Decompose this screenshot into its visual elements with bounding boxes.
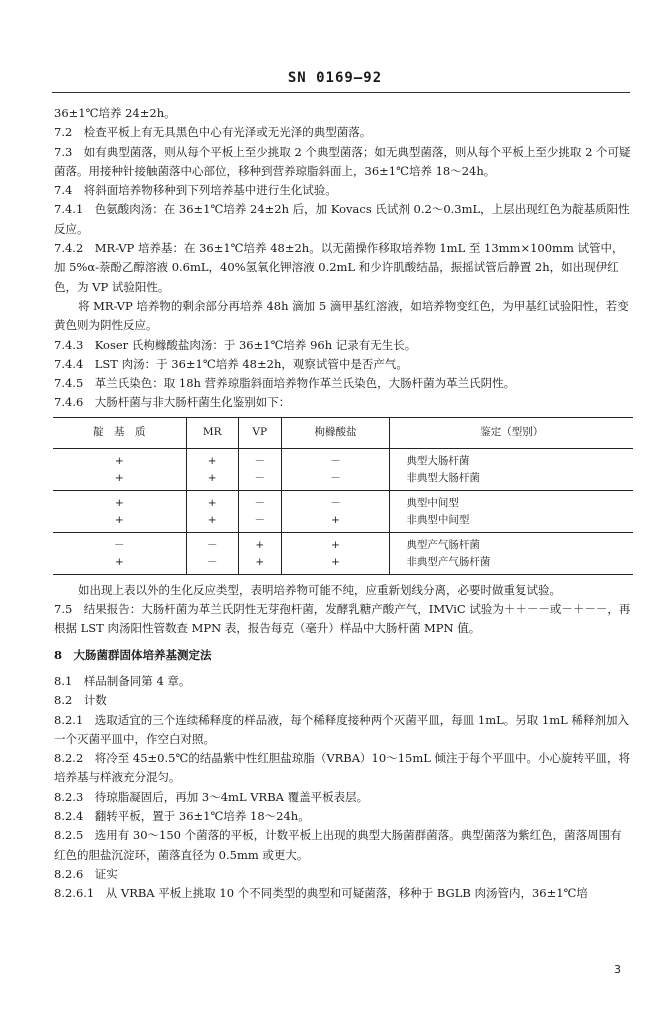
table-cell: 典型产气肠杆菌 [390,532,633,554]
section-heading: 8 大肠菌群固体培养基测定法 [54,647,212,662]
table-cell: － [114,538,125,551]
table-cell: + [186,470,238,491]
table-cell: + [53,512,186,533]
paragraph: 8.2.6 证实 [54,866,118,881]
table-cell: + [186,448,238,470]
table-row [53,470,633,491]
paragraph: 7.4 将斜面培养物移种到下列培养基中进行生化试验。 [54,183,337,198]
table-row [53,532,633,554]
col-header-citrate: 枸橼酸盐 [281,417,390,448]
table-cell: + [238,554,281,575]
page-content [54,104,632,904]
paragraph: 7.4.6 大肠杆菌与非大肠杆菌生化鉴别如下： [54,395,291,410]
table-header-row [53,417,633,448]
paragraph: 8.2.2 将冷至 45±0.5℃的结晶紫中性红胆盐琼脂（VRBA）10～15mL 倾注于每个平皿中。小心旋转平皿，将培养基与样液充分混匀。 [54,751,631,785]
paragraph: 7.4.1 色氨酸肉汤：在 36±1℃培养 24±2h 后，加 Kovacs 氏试剂 0.2～0.3mL，上层出现红色为靛基质阳性反应。 [54,202,630,236]
paragraph: 7.4.3 Koser 氏枸橼酸盐肉汤：于 36±1℃培养 96h 记录有无生长。 [54,337,417,352]
table-cell: － [238,470,281,491]
paragraph: 7.4.5 革兰氏染色：取 18h 营养琼脂斜面培养物作革兰氏染色，大肠杆菌为革兰氏阴性。 [54,376,516,391]
table-cell: + [53,554,186,575]
biochemical-table [53,417,633,575]
paragraph: 36±1℃培养 24±2h。 [54,106,176,120]
paragraph: 7.4.4 LST 肉汤：于 36±1℃培养 48±2h，观察试管中是否产气。 [54,356,408,371]
table-cell: + [281,554,390,575]
col-header-indole: 靛 基 质 [53,417,186,448]
table-cell: － [186,554,238,575]
table-cell: － [238,512,281,533]
table-cell: + [281,512,390,533]
paragraph: 7.3 如有典型菌落，则从每个平板上至少挑取 2 个典型菌落；如无典型菌落，则从每个平板上至少挑取 2 个可疑菌落。用接种针接触菌落中心部位，移种到营养琼脂斜面上，36±1℃培养 18～24h。 [54,144,631,178]
table-cell: + [281,532,390,554]
table-cell: 典型大肠杆菌 [390,448,633,470]
paragraph: 8.2 计数 [54,693,107,708]
table-cell: － [281,490,390,512]
table-cell: － [238,490,281,512]
paragraph: 7.4.2 MR-VP 培养基：在 36±1℃培养 48±2h。以无菌操作移取培养物 1mL 至 13mm×100mm 试管中，加 5%α-萘酚乙醇溶液 0.6mL，40%氢氧化钾溶液 0.2mL 和少许肌酸结晶，振摇试管后静置 2h，如出现伊红色，为 VP 试验阳性。 [54,241,624,294]
table-cell: 非典型产气肠杆菌 [390,554,633,575]
table-cell: － [281,448,390,470]
table-cell: + [53,470,186,491]
paragraph: 8.2.5 选用有 30～150 个菌落的平板，计数平板上出现的典型大肠菌群菌落。典型菌落为紫红色，菌落周围有红色的胆盐沉淀环，菌落直径为 0.5mm 或更大。 [54,828,622,862]
table-cell: + [186,490,238,512]
table-cell: － [238,448,281,470]
table-row [53,554,633,575]
document-header: SN 0169—92 [287,70,383,86]
paragraph: 如出现上表以外的生化反应类型，表明培养物可能不纯，应重新划线分离，必要时做重复试验。 [78,582,561,597]
paragraph: 8.2.6.1 从 VRBA 平板上挑取 10 个不同类型的典型和可疑菌落，移种于 BGLB 肉汤管内，36±1℃培 [54,886,588,901]
paragraph: 7.5 结果报告：大肠杆菌为革兰氏阴性无芽孢杆菌，发酵乳糖产酸产气，IMViC 试验为＋＋－－或－＋－－，再根据 LST 肉汤阳性管数查 MPN 表，报告每克（毫升）样品中大肠杆菌 MPN 值。 [54,602,631,636]
col-header-vp: VP [238,417,281,448]
page-number: 3 [614,963,621,976]
table-cell: － [186,532,238,554]
table-cell: + [186,512,238,533]
paragraph: 8.2.1 选取适宜的三个连续稀释度的样品液，每个稀释度接种两个灭菌平皿，每皿 1mL。另取 1mL 稀释剂加入一个灭菌平皿中，作空白对照。 [54,712,629,746]
table-cell: 非典型中间型 [390,512,633,533]
paragraph: 8.2.3 待琼脂凝固后，再加 3～4mL VRBA 覆盖平板表层。 [54,789,369,804]
table-cell: － [281,470,390,491]
table-row [53,448,633,470]
paragraph: 将 MR-VP 培养物的剩余部分再培养 48h 滴加 5 滴甲基红溶液，如培养物变红色，为甲基红试验阳性，若变黄色则为阴性反应。 [54,298,629,333]
paragraph: 7.2 检查平板上有无具黑色中心有光泽或无光泽的典型菌落。 [54,125,372,140]
header-rule [52,92,630,93]
table-cell: 非典型大肠杆菌 [390,470,633,491]
table-cell: + [114,454,124,467]
paragraph: 8.1 样品制备同第 4 章。 [54,673,191,688]
col-header-identification: 鉴定（型别） [390,417,633,448]
paragraph: 8.2.4 翻转平板，置于 36±1℃培养 18～24h。 [54,809,310,824]
table-cell: + [114,496,124,509]
table-row [53,512,633,533]
table-cell: + [238,532,281,554]
col-header-mr: MR [186,417,238,448]
table-row [53,490,633,512]
table-cell: 典型中间型 [390,490,633,512]
